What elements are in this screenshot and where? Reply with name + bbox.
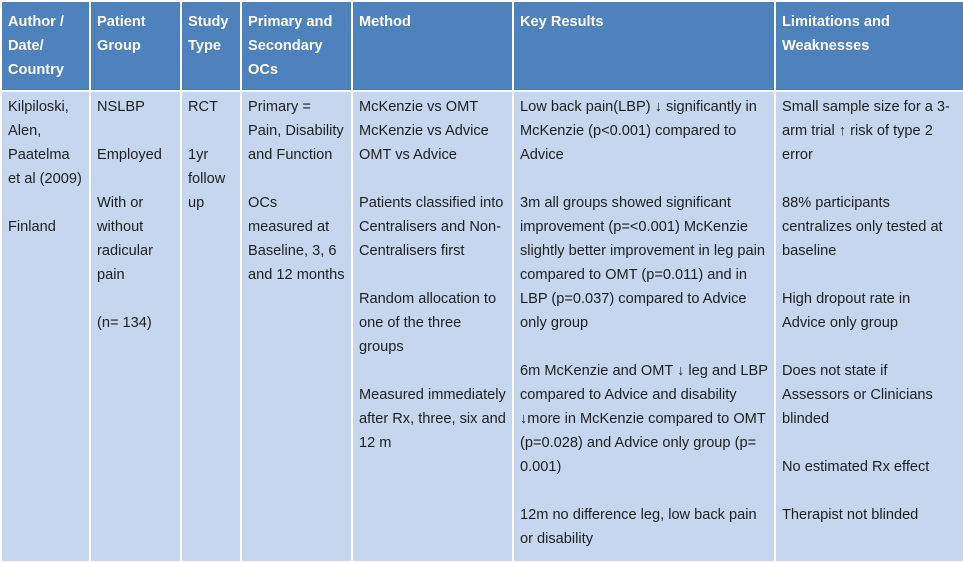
patient-group-employment: Employed (97, 147, 162, 163)
header-key-results: Key Results (513, 1, 775, 91)
cell-limitations (775, 91, 963, 562)
result-lbp: Low back pain(LBP) ↓ significantly in McKenzie (p<0.001) compared to Advice (520, 99, 761, 163)
cell-method (352, 91, 513, 562)
header-outcomes: Primary and Secondary OCs (241, 1, 352, 91)
study-follow-up: 1yr follow up (188, 147, 230, 211)
primary-outcomes: Primary = Pain, Disability and Function (248, 99, 348, 163)
cell-study-type (181, 91, 241, 562)
method-classification: Patients classified into Centralisers and Non-Centralisers first (359, 195, 508, 259)
cell-patient-group (90, 91, 181, 562)
cell-author (1, 91, 90, 562)
table-row (1, 91, 963, 562)
cell-key-results (513, 91, 775, 562)
method-comparisons: McKenzie vs OMT McKenzie vs Advice OMT vs Advice (359, 99, 489, 163)
cell-outcomes (241, 91, 352, 562)
result-3m: 3m all groups showed significant improvement (p=<0.001) McKenzie slightly better improvement in leg pain compared to OMT (p=0.011) and in LBP (p=0.037) compared to Advice only group (520, 195, 770, 331)
author-country: Finland (8, 219, 56, 235)
result-12m: 12m no difference leg, low back pain or disability (520, 507, 761, 547)
limitation-sample-size: Small sample size for a 3-arm trial ↑ risk of type 2 error (782, 99, 950, 163)
limitation-centralization: 88% participants centralizes only tested at baseline (782, 195, 947, 259)
limitation-therapist-blinding: Therapist not blinded (782, 507, 919, 523)
limitation-dropout: High dropout rate in Advice only group (782, 291, 914, 331)
study-design: RCT (188, 99, 218, 115)
limitation-blinding-assessors: Does not state if Assessors or Clinicians blinded (782, 363, 937, 427)
header-limitations: Limitations and Weaknesses (775, 1, 963, 91)
limitation-rx-effect: No estimated Rx effect (782, 459, 930, 475)
author-citation: Kilpiloski, Alen, Paatelma et al (2009) (8, 99, 82, 187)
patient-group-pain-type: With or without radicular pain (97, 195, 158, 283)
header-study-type: Study Type (181, 1, 241, 91)
result-6m: 6m McKenzie and OMT ↓ leg and LBP compared to Advice and disability ↓more in McKenzie compared to OMT (p=0.028) and Advice only group (p= 0.001) (520, 363, 772, 475)
header-patient-group: Patient Group (90, 1, 181, 91)
method-measurement: Measured immediately after Rx, three, six and 12 m (359, 387, 510, 451)
header-author: Author / Date/ Country (1, 1, 90, 91)
method-allocation: Random allocation to one of the three groups (359, 291, 501, 355)
header-row (1, 1, 963, 91)
outcome-timepoints: OCs measured at Baseline, 3, 6 and 12 months (248, 195, 345, 283)
patient-group-sample-size: (n= 134) (97, 315, 152, 331)
patient-group-condition: NSLBP (97, 99, 145, 115)
header-method: Method (352, 1, 513, 91)
